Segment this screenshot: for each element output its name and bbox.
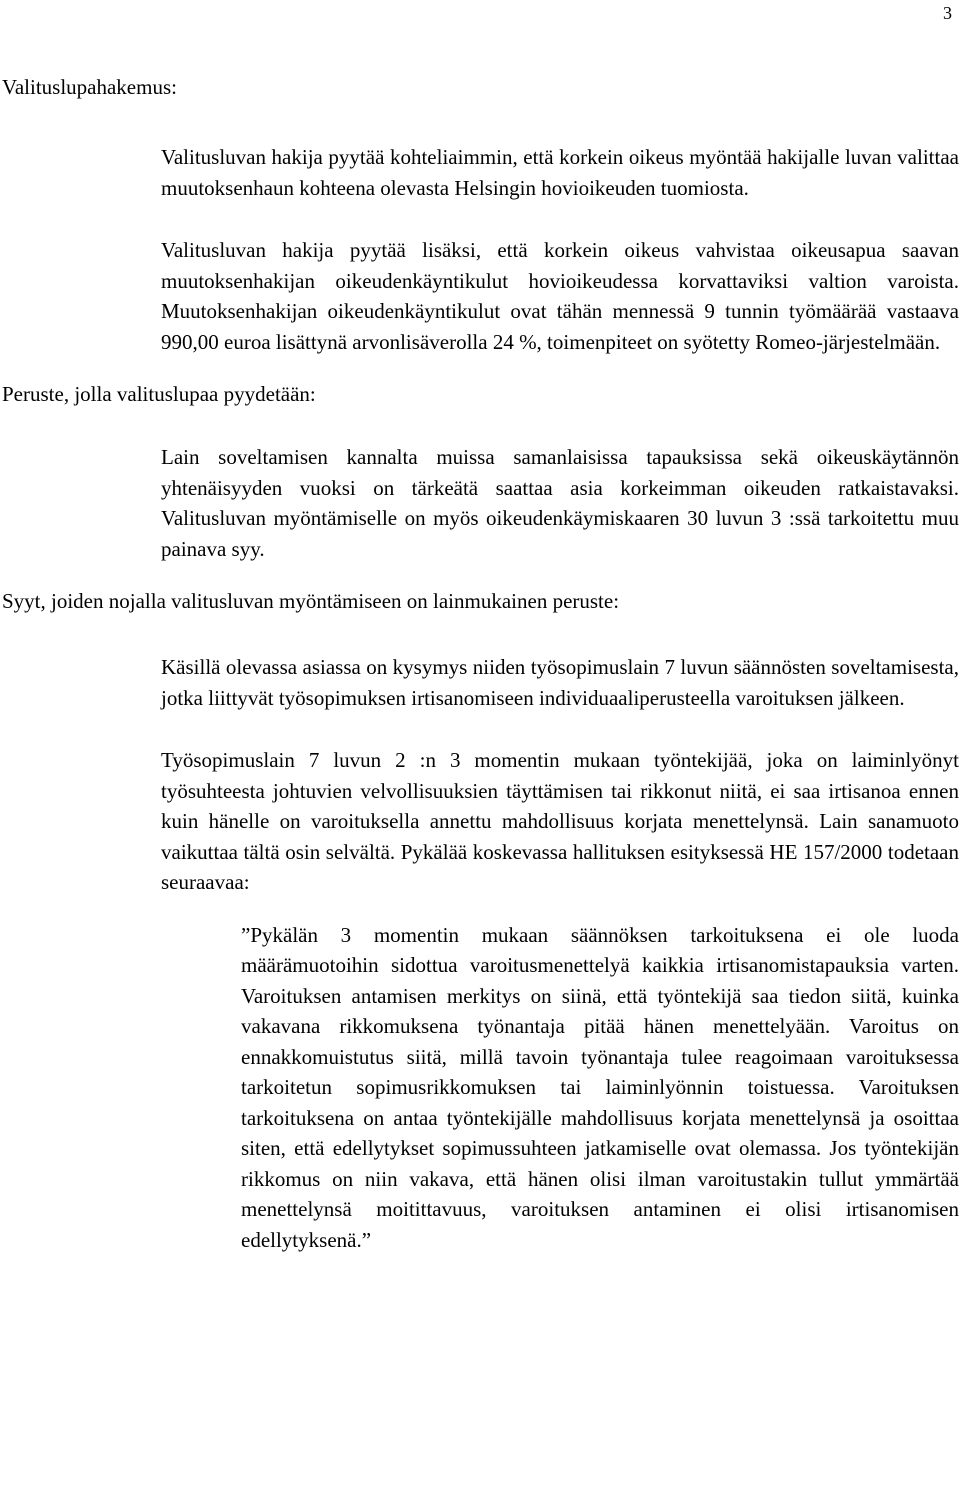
block-quote: ”Pykälän 3 momentin mukaan säännöksen tarkoituksena ei ole luoda määrämuotoihin sidottua varoitusmenettelyä kaikkia irtisanomistapauksia varten. Varoituksen antamisen merkitys on siinä, että työntekijä saa tiedon siitä, kuinka vakavana rikkomuksena työnantaja pitää hänen menettelyään. Varoitus on ennakkomuistutus siitä, millä tavoin työnantaja tulee reagoimaan varoituksessa tarkoitetun sopimusrikkomuksen tai laiminlyönnin toistuessa. Varoituksen tarkoituksena on antaa työntekijälle mahdollisuus korjata menettelynsä ja osoittaa siten, että edellytykset sopimussuhteen jatkamiselle ovat olemassa. Jos työntekijän rikkomus on niin vakava, että hänen olisi ilman varoitustakin tullut ymmärtää menettelynsä moitittavuus, varoituksen antaminen ei olisi irtisanomisen edellytyksenä.” — [241, 922, 959, 1252]
paragraph: Valitusluvan hakija pyytää kohteliaimmin, että korkein oikeus myöntää hakijalle luvan valittaa muutoksenhaun kohteena olevasta Helsingin hovioikeuden tuomiosta. — [161, 145, 959, 200]
paragraph: Työsopimuslain 7 luvun 2 :n 3 momentin mukaan työntekijää, joka on laiminlyönyt työsuhteesta johtuvien velvollisuuksien täyttämisen tai rikkonut niitä, ei saa irtisanoa ennen kuin hänelle on varoituksella annettu mahdollisuus korjata menettelynsä. Lain sanamuoto vaikuttaa tältä osin selvältä. Pykälää koskevassa hallituksen esityksessä HE 157/2000 todetaan seuraavaa: — [161, 748, 959, 894]
paragraph: Valitusluvan hakija pyytää lisäksi, että korkein oikeus vahvistaa oikeusapua saavan muutoksenhakijan oikeudenkäyntikulut hovioikeudessa korvattaviksi valtion varoista. Muutoksenhakijan oikeudenkäyntikulut ovat tähän mennessä 9 tunnin työmäärää vastaava 990,00 euroa lisättynä arvonlisäverolla 24 %, toimenpiteet on syötetty Romeo-järjestelmään. — [161, 238, 959, 354]
section-body-valituslupahakemus — [161, 142, 959, 357]
section-heading-syyt: Syyt, joiden nojalla valitusluvan myöntämiseen on lainmukainen peruste: — [2, 589, 620, 613]
section-body-peruste — [161, 442, 959, 564]
section-heading-peruste: Peruste, jolla valituslupaa pyydetään: — [2, 382, 316, 406]
document-body — [0, 72, 960, 1276]
section-heading-valituslupahakemus: Valituslupahakemus: — [2, 75, 177, 99]
section-body-syyt — [161, 652, 959, 898]
paragraph: Lain soveltamisen kannalta muissa samanlaisissa tapauksissa sekä oikeuskäytännön yhtenäisyyden vuoksi on tärkeätä saattaa asia korkeimman oikeuden ratkaistavaksi. Valitusluvan myöntämiselle on myös oikeudenkäymiskaaren 30 luvun 3 :ssä tarkoitettu muu painava syy. — [161, 445, 959, 561]
page-number: 3 — [943, 3, 952, 23]
paragraph: Käsillä olevassa asiassa on kysymys niiden työsopimuslain 7 luvun säännösten soveltamisesta, jotka liittyvät työsopimuksen irtisanomiseen individuaaliperusteella varoituksen jälkeen. — [161, 655, 959, 710]
